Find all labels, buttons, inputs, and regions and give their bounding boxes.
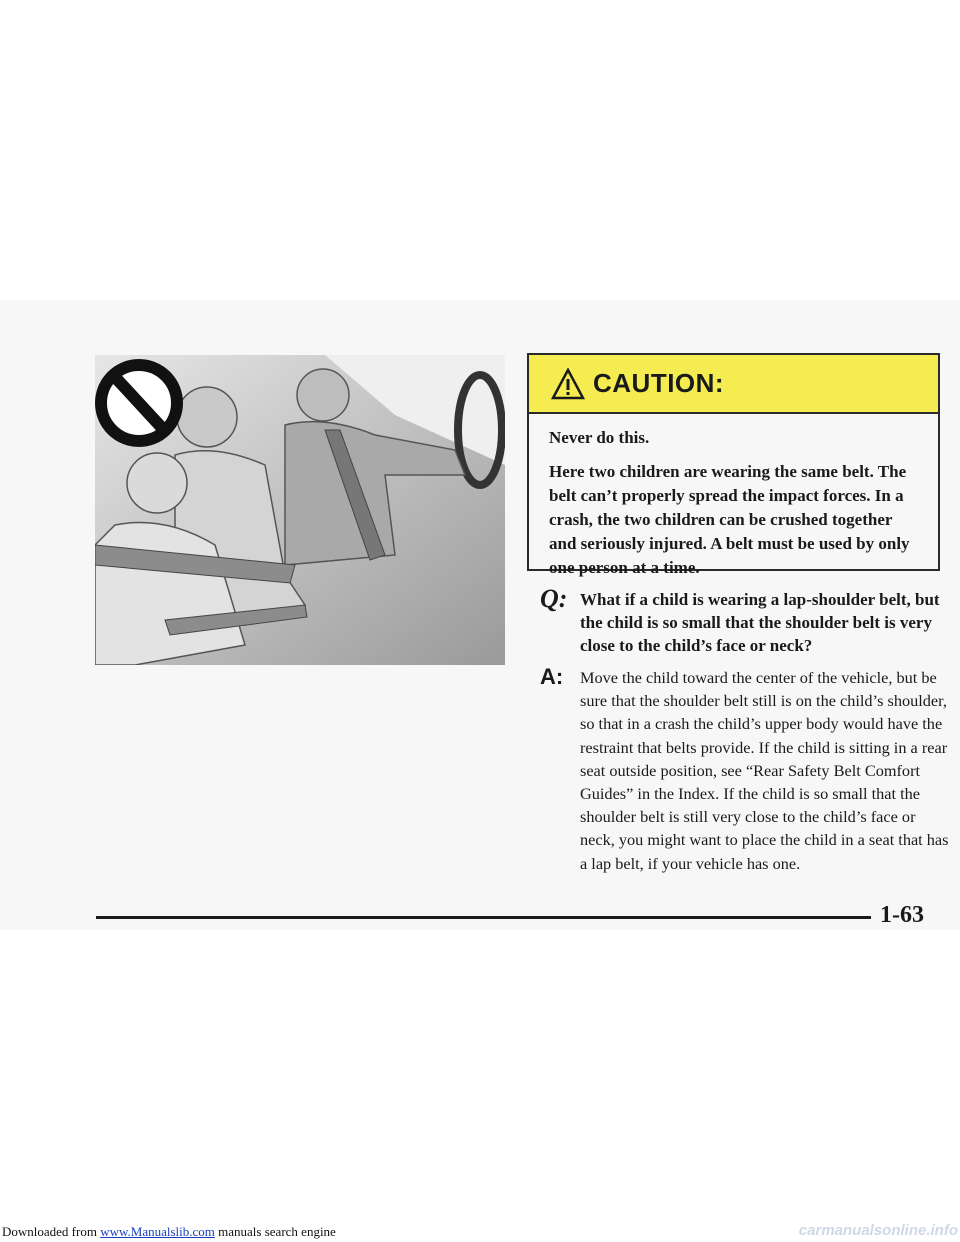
caution-body [529,414,938,580]
caution-title: CAUTION: [593,368,725,398]
seatbelt-illustration [95,355,505,665]
illustration-drawing [95,355,505,665]
caution-header [529,355,938,414]
manualslib-link[interactable]: www.Manualslib.com [100,1224,215,1239]
caution-text: Here two children are wearing the same belt. The belt can’t properly spread the impact forces. In a crash, the two children can be crushed together and seriously injured. A belt must be used by only one person at a time. [549,462,910,577]
question-mark-label: Q: [540,584,568,613]
page-number: 1-63 [880,902,924,928]
prohibition-icon [101,365,177,441]
footer-prefix: Downloaded from [2,1224,101,1239]
answer-text: Move the child toward the center of the vehicle, but be sure that the shoulder belt still is on the child’s shoulder, so that in a crash the child’s upper body would have the restraint that belts provide. If the child is sitting in a rear seat outside position, see “Rear Safety Belt Comfort Guides” in the Index. If the child is so small that the shoulder belt is still very close to the child’s face or neck, you might want to place the child in a seat that has a lap belt, if your vehicle has one. [580,668,949,873]
answer-block [540,666,950,875]
warning-triangle-icon [551,368,585,400]
page-rule [96,916,871,919]
question-text: What if a child is wearing a lap-shoulder belt, but the child is so small that the shoulder belt is very close to the child’s face or neck? [580,590,940,655]
watermark: carmanualsonline.info [798,1222,958,1239]
caution-lead: Never do this. [549,428,650,447]
answer-mark-label: A: [540,664,564,689]
download-footer [2,1224,336,1240]
caution-box [527,353,940,577]
question-block [540,584,950,657]
footer-suffix: manuals search engine [214,1224,336,1239]
